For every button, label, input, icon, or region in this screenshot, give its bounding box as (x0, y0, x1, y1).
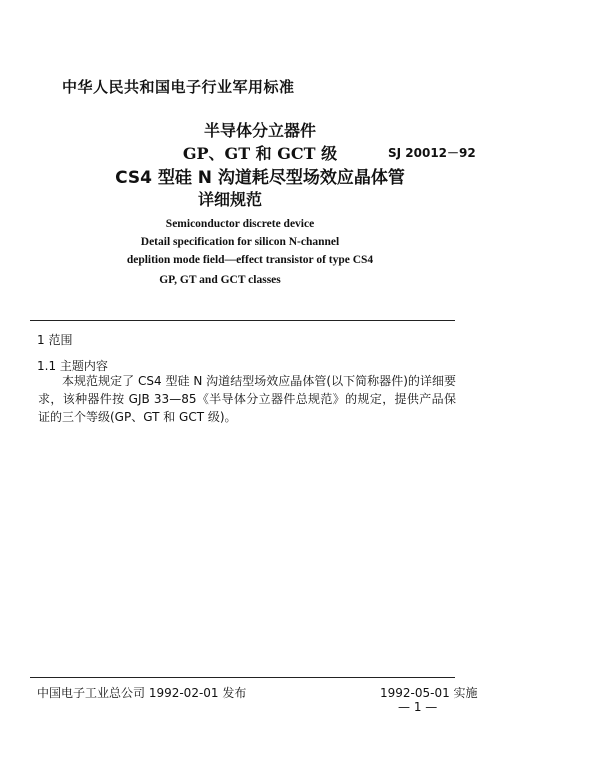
header-divider (30, 320, 455, 321)
english-title-line-1: Semiconductor discrete device (165, 218, 315, 230)
section-1-1-body: 本规范规定了 CS4 型硅 N 沟道结型场效应晶体管(以下简称器件)的详细要求，该种器件按 GJB 33—85《半导体分立器件总规范》的规定，提供产品保证的三个等级(GP、GT 和 GCT 级)。 (38, 374, 456, 424)
standard-code: SJ 20012－92 (388, 146, 476, 160)
issue-date: 中国电子工业总公司 1992-02-01 发布 (37, 686, 247, 700)
title-line-4: 详细规范 (197, 190, 262, 209)
english-title-line-4: GP, GT and GCT classes (159, 274, 281, 286)
section-1-heading: 1 范围 (37, 333, 73, 347)
title-line-3: CS4 型硅 N 沟道耗尽型场效应晶体管 (115, 168, 405, 188)
effective-date: 1992-05-01 实施 (380, 686, 478, 700)
section-1-1-heading: 1.1 主题内容 (37, 359, 108, 373)
page-number: — 1 — (398, 700, 438, 714)
title-line-2: GP、GT 和 GCT 级 (182, 144, 338, 163)
english-title-line-3: deplition mode field—effect transistor of type CS4 (126, 254, 374, 266)
footer-divider (30, 677, 455, 678)
english-title-line-2: Detail specification for silicon N-channel (140, 236, 340, 248)
standard-header: 中华人民共和国电子行业军用标准 (62, 78, 295, 96)
title-line-1: 半导体分立器件 (203, 121, 316, 140)
